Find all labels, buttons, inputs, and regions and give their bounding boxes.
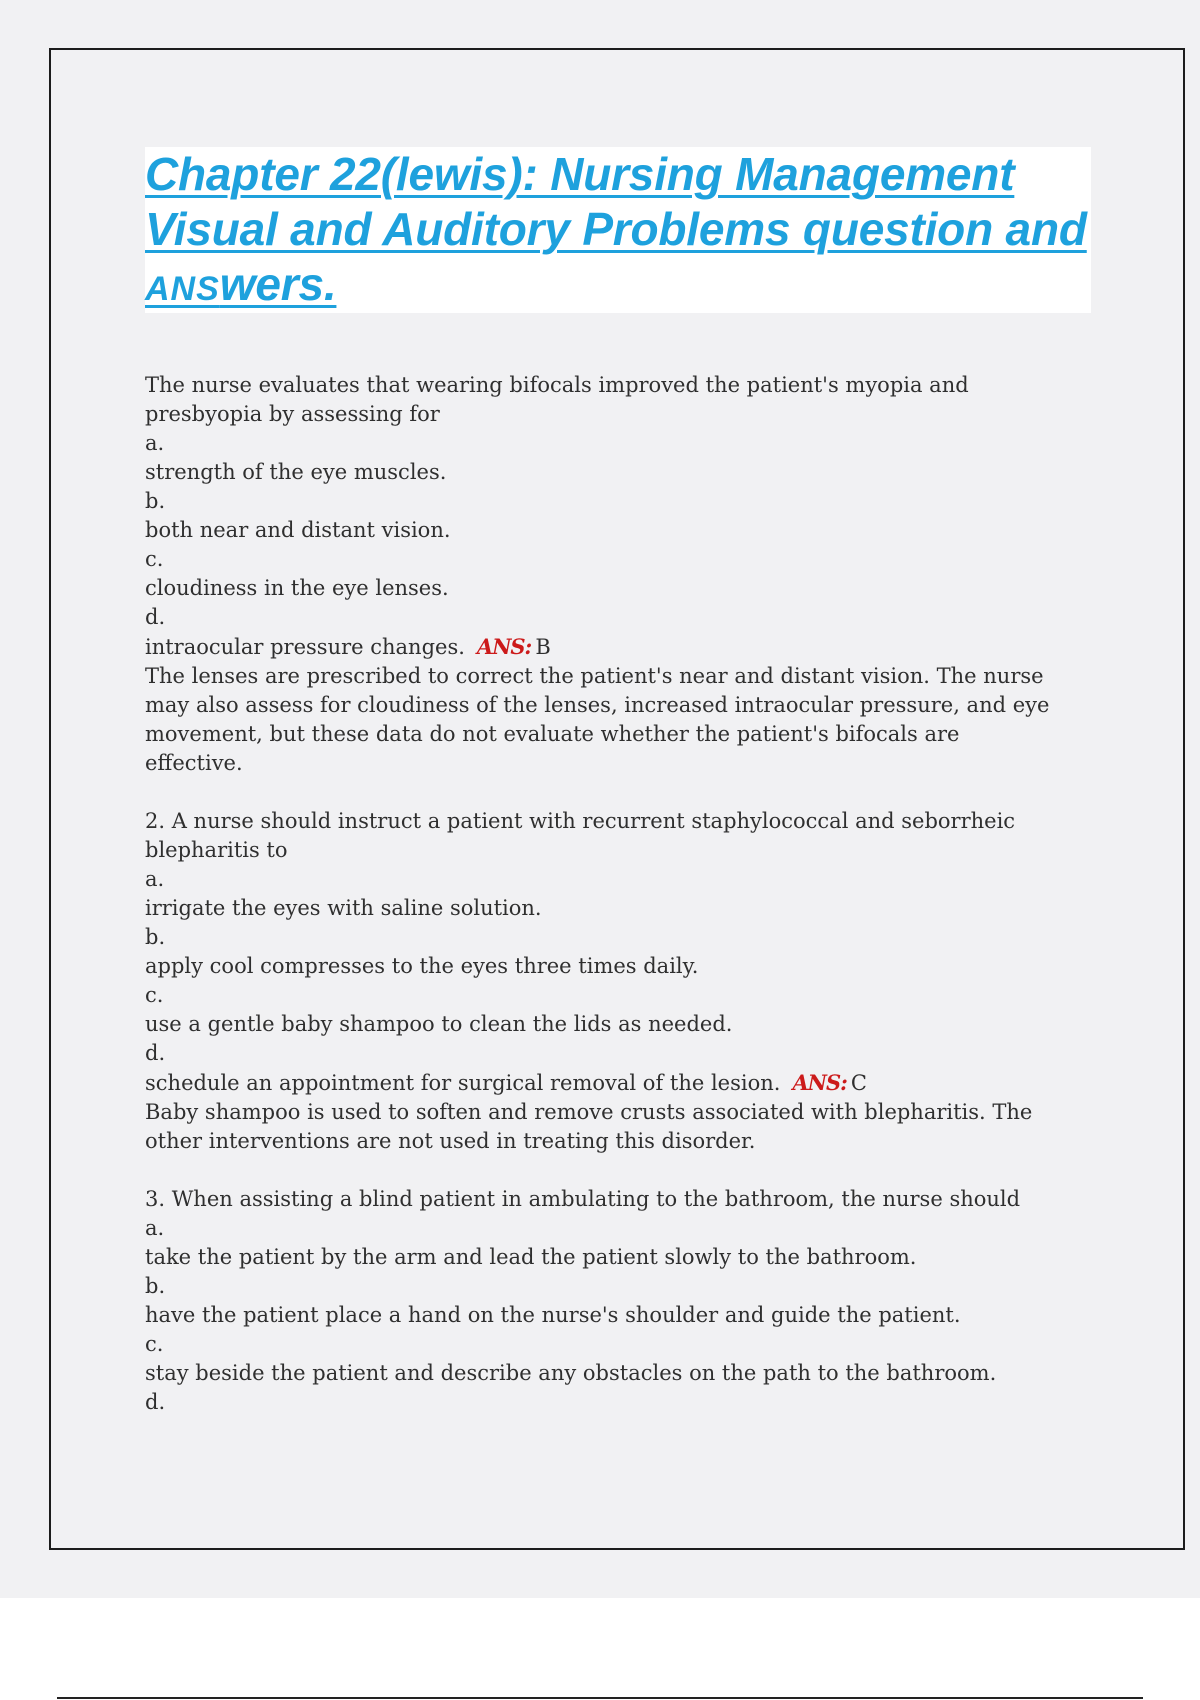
option-text: intraocular pressure changes.: [145, 635, 465, 659]
answer-label: ANS:: [792, 1070, 847, 1095]
option-letter: c.: [145, 983, 164, 1007]
rationale-line: The lenses are prescribed to correct the patient's near and distant vision. The nurse: [145, 664, 1044, 688]
question-stem-line: The nurse evaluates that wearing bifocals improved the patient's myopia and: [145, 373, 969, 397]
option-letter: b.: [145, 489, 166, 513]
option-text: both near and distant vision.: [145, 518, 451, 542]
spacer: [145, 778, 1135, 807]
option-text: have the patient place a hand on the nurse's shoulder and guide the patient.: [145, 1303, 961, 1327]
option-letter: d.: [145, 1041, 166, 1065]
option-with-answer: [145, 632, 1135, 662]
answer-value: B: [535, 635, 551, 659]
option-text: apply cool compresses to the eyes three times daily.: [145, 954, 699, 978]
option-letter: a.: [145, 867, 165, 891]
rationale-line: may also assess for cloudiness of the lenses, increased intraocular pressure, and eye: [145, 693, 1050, 717]
page-frame: [49, 48, 1185, 1550]
question-2: [145, 807, 1135, 1156]
question-stem-line: 3. When assisting a blind patient in ambulating to the bathroom, the nurse should: [145, 1187, 1021, 1211]
footer-divider: [57, 1697, 1143, 1699]
rationale-line: movement, but these data do not evaluate whether the patient's bifocals are: [145, 722, 960, 746]
option-letter: c.: [145, 1332, 164, 1356]
document-content: [145, 371, 1135, 1417]
option-text: use a gentle baby shampoo to clean the lids as needed.: [145, 1012, 733, 1036]
rationale-line: other interventions are not used in treating this disorder.: [145, 1129, 756, 1153]
question-stem-line: presbyopia by assessing for: [145, 402, 440, 426]
option-text: strength of the eye muscles.: [145, 460, 447, 484]
question-stem-line: 2. A nurse should instruct a patient with recurrent staphylococcal and seborrheic: [145, 809, 1016, 833]
option-text: irrigate the eyes with saline solution.: [145, 896, 542, 920]
answer-label: ANS:: [476, 634, 532, 659]
option-letter: a.: [145, 431, 165, 455]
option-text: stay beside the patient and describe any obstacles on the path to the bathroom.: [145, 1361, 997, 1385]
title-box: [145, 147, 1091, 313]
rationale-line: effective.: [145, 751, 243, 775]
option-letter: a.: [145, 1216, 165, 1240]
rationale-line: Baby shampoo is used to soften and remove crusts associated with blepharitis. The: [145, 1100, 1033, 1124]
question-3: [145, 1185, 1135, 1417]
option-text: cloudiness in the eye lenses.: [145, 576, 449, 600]
document-title: Chapter 22(lewis): Nursing Management Visual and Auditory Problems question and ANSwers.: [145, 148, 1087, 310]
option-letter: d.: [145, 1390, 166, 1414]
question-1: [145, 371, 1135, 778]
page-bottom-margin: [0, 1598, 1200, 1700]
option-letter: d.: [145, 605, 166, 629]
option-letter: b.: [145, 1274, 166, 1298]
option-letter: c.: [145, 547, 164, 571]
question-stem-line: blepharitis to: [145, 838, 288, 862]
option-with-answer: [145, 1068, 1135, 1098]
answer-value: C: [850, 1071, 867, 1095]
spacer: [145, 1156, 1135, 1185]
option-text: schedule an appointment for surgical removal of the lesion.: [145, 1071, 781, 1095]
option-letter: b.: [145, 925, 166, 949]
option-text: take the patient by the arm and lead the patient slowly to the bathroom.: [145, 1245, 917, 1269]
